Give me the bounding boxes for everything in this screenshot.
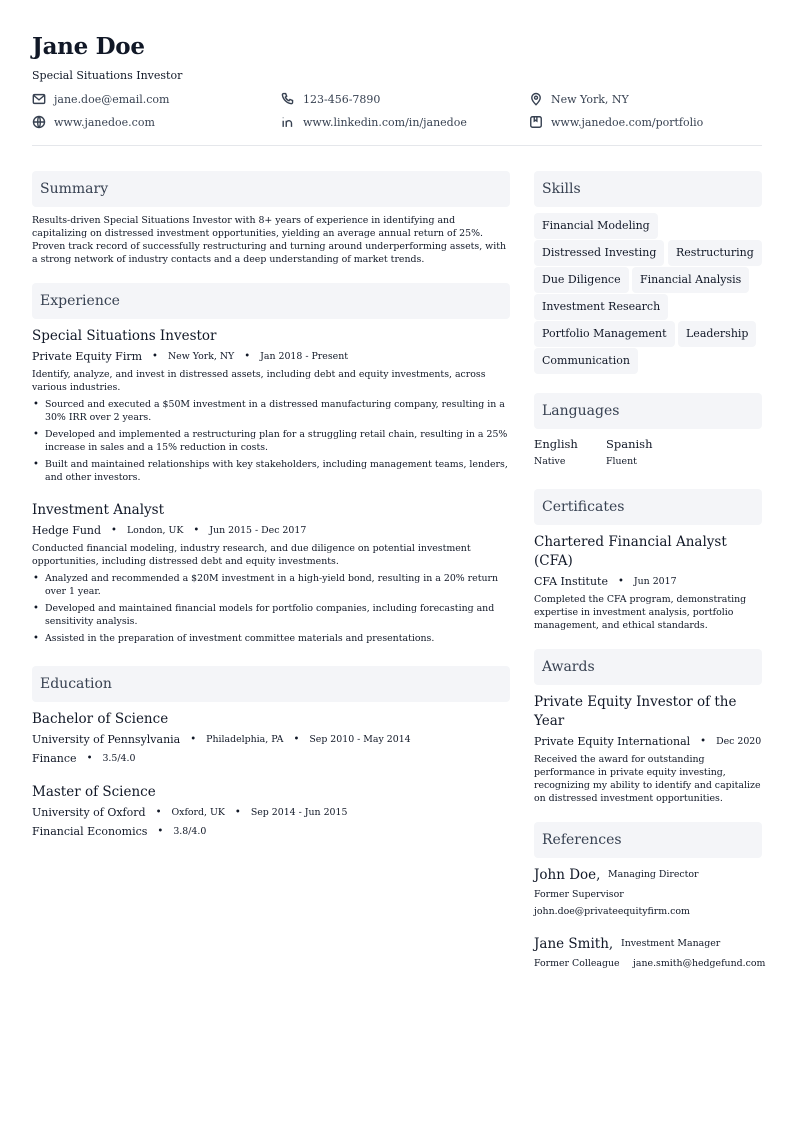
contact-portfolio[interactable] (529, 115, 703, 129)
website-text: www.janedoe.com (54, 115, 155, 129)
skill-chip: Communication (534, 348, 638, 374)
separator-dot: • (152, 351, 158, 362)
job-bullet: • Assisted in the preparation of investment committee materials and presentations. (32, 632, 510, 645)
certificate-description: Completed the CFA program, demonstrating expertise in investment analysis, portfolio management, and ethical standards. (534, 594, 747, 631)
degree-location: Oxford, UK (171, 807, 225, 818)
reference-email[interactable]: jane.smith@hedgefund.com (633, 958, 766, 969)
degree-gpa: 3.8/4.0 (173, 826, 207, 837)
degree-field-meta (32, 825, 206, 838)
job-bullets (32, 398, 510, 488)
skills-heading: Skills (534, 171, 762, 207)
contact-phone[interactable] (281, 92, 380, 106)
certificates-heading: Certificates (534, 489, 762, 525)
summary-text: Results-driven Special Situations Investor with 8+ years of experience in identifying and capitalizing on distressed investment opportunities, yielding an average annual return of 25%. Proven track record of successfully restructuring and turning around underperforming assets, with a strong network of industry contacts and a deep understanding of market trends. (32, 215, 507, 265)
skill-chip: Financial Modeling (534, 213, 658, 239)
reference-name: Jane Smith, (534, 936, 614, 952)
degree-title: Bachelor of Science (32, 711, 169, 727)
job-bullet: • Analyzed and recommended a $20M investment in a high-yield bond, resulting in a 20% return over 1 year. (32, 572, 510, 598)
job-title: Special Situations Investor (32, 328, 217, 344)
linkedin-icon (281, 115, 295, 129)
language-name: English (534, 437, 578, 451)
separator-dot: • (244, 351, 251, 362)
certificate-issuer: CFA Institute (534, 575, 608, 588)
language-level: Fluent (606, 456, 637, 467)
separator-dot: • (157, 826, 164, 837)
degree-field-meta (32, 752, 135, 765)
job-dates: Jun 2015 - Dec 2017 (209, 525, 307, 536)
header-divider (32, 145, 762, 146)
job-bullet: • Sourced and executed a $50M investment in a distressed manufacturing company, resulting in a 30% IRR over 2 years. (32, 398, 510, 424)
certificate-meta (534, 575, 677, 588)
job-meta (32, 524, 306, 537)
reference-email[interactable]: john.doe@privateequityfirm.com (534, 906, 690, 917)
email-text: jane.doe@email.com (54, 92, 170, 106)
skill-chip: Due Diligence (534, 267, 629, 293)
candidate-name: Jane Doe (32, 33, 145, 60)
globe-icon (32, 115, 46, 129)
degree-school: University of Pennsylvania (32, 733, 181, 746)
mail-icon (32, 92, 46, 106)
education-heading: Education (32, 666, 510, 702)
experience-heading: Experience (32, 283, 510, 319)
job-dates: Jan 2018 - Present (260, 351, 348, 362)
degree-meta (32, 733, 411, 746)
location-text: New York, NY (551, 92, 629, 106)
degree-meta (32, 806, 347, 819)
contact-website[interactable] (32, 115, 155, 129)
job-location: London, UK (126, 525, 184, 536)
separator-dot: • (111, 525, 117, 536)
job-meta (32, 350, 348, 363)
degree-field: Finance (32, 752, 77, 765)
degree-school: University of Oxford (32, 806, 146, 819)
portfolio-text: www.janedoe.com/portfolio (551, 115, 704, 129)
skill-chip: Distressed Investing (534, 240, 664, 266)
degree-dates: Sep 2010 - May 2014 (309, 734, 411, 745)
award-description: Received the award for outstanding performance in private equity investing, recognizing my ability to identify and capitalize on distressed investment opportunities. (534, 754, 761, 804)
degree-gpa: 3.5/4.0 (102, 753, 136, 764)
contact-location (529, 92, 629, 106)
phone-icon (281, 92, 295, 106)
job-description: Conducted financial modeling, industry research, and due diligence on potential investment opportunities, including distressed debt and equity investments. (32, 543, 471, 567)
job-company: Private Equity Firm (32, 350, 143, 363)
job-bullet: • Developed and maintained financial models for portfolio companies, including forecasting and sensitivity analysis. (32, 602, 510, 628)
separator-dot: • (86, 753, 93, 764)
skill-chip: Portfolio Management (534, 321, 675, 347)
degree-dates: Sep 2014 - Jun 2015 (250, 807, 348, 818)
awards-heading: Awards (534, 649, 762, 685)
separator-dot: • (293, 734, 300, 745)
job-title: Investment Analyst (32, 502, 164, 518)
reference-position: Managing Director (608, 869, 699, 880)
job-bullets (32, 572, 510, 649)
skill-chip: Leadership (678, 321, 756, 347)
degree-location: Philadelphia, PA (206, 734, 284, 745)
degree-field: Financial Economics (32, 825, 148, 838)
separator-dot: • (617, 576, 624, 587)
job-company: Hedge Fund (32, 524, 102, 537)
linkedin-text: www.linkedin.com/in/janedoe (303, 115, 467, 129)
separator-dot: • (190, 734, 197, 745)
reference-name: John Doe, (534, 867, 601, 883)
separator-dot: • (700, 736, 707, 747)
summary-heading: Summary (32, 171, 510, 207)
certificate-title: Chartered Financial Analyst (CFA) (534, 534, 727, 569)
job-bullet: • Built and maintained relationships with key stakeholders, including management teams, lenders, and other investors. (32, 458, 510, 484)
award-date: Dec 2020 (716, 736, 762, 747)
reference-relation: Former Supervisor (534, 889, 624, 900)
contact-email[interactable] (32, 92, 169, 106)
reference-relation: Former Colleague (534, 958, 620, 969)
separator-dot: • (193, 525, 200, 536)
certificate-date: Jun 2017 (633, 576, 677, 587)
job-bullet: • Developed and implemented a restructuring plan for a struggling retail chain, resulting in a 25% increase in sales and a 15% reduction in costs. (32, 428, 510, 454)
references-heading: References (534, 822, 762, 858)
degree-title: Master of Science (32, 784, 156, 800)
separator-dot: • (155, 807, 162, 818)
award-meta (534, 735, 761, 748)
portfolio-icon (529, 115, 543, 129)
job-location: New York, NY (167, 351, 235, 362)
skill-chip: Investment Research (534, 294, 668, 320)
languages-heading: Languages (534, 393, 762, 429)
separator-dot: • (234, 807, 241, 818)
award-issuer: Private Equity International (534, 735, 691, 748)
skill-chip: Financial Analysis (632, 267, 749, 293)
reference-position: Investment Manager (621, 938, 721, 949)
job-description: Identify, analyze, and invest in distressed assets, including debt and equity investments, across various industries. (32, 369, 486, 393)
location-pin-icon (529, 92, 543, 106)
language-name: Spanish (606, 437, 653, 451)
contact-linkedin[interactable] (281, 115, 467, 129)
phone-text: 123-456-7890 (303, 92, 381, 106)
candidate-title: Special Situations Investor (32, 69, 183, 82)
award-title: Private Equity Investor of the Year (534, 694, 737, 729)
skill-chip: Restructuring (668, 240, 762, 266)
language-level: Native (534, 456, 566, 467)
